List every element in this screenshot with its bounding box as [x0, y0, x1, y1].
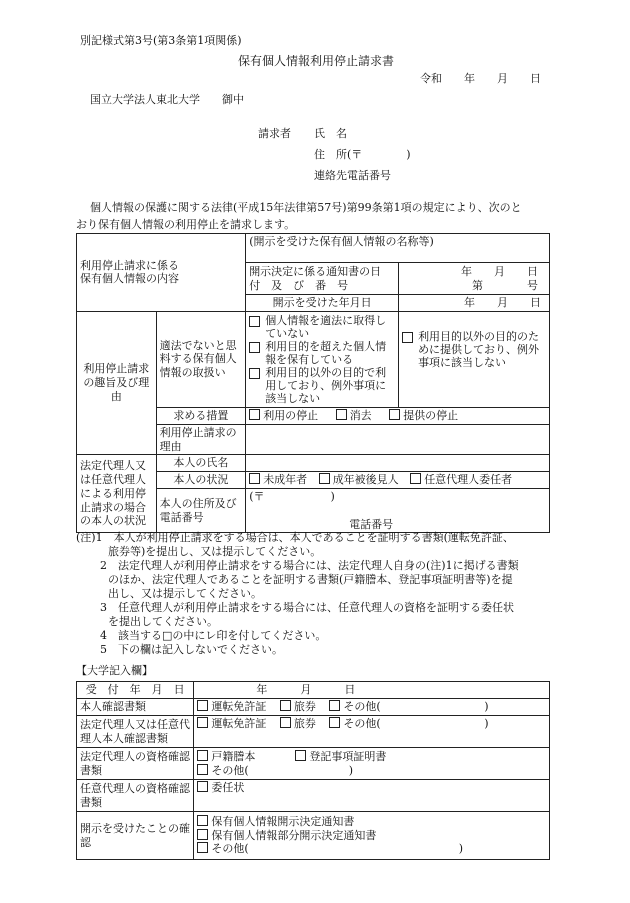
principal-name-label: 本人の氏名 [156, 455, 246, 472]
checkbox[interactable] [197, 781, 208, 792]
measure-label: 求める措置 [156, 407, 246, 424]
opt-passport: 旅券 [293, 717, 316, 730]
checkbox[interactable] [319, 473, 330, 484]
opt-other: その他( [343, 717, 381, 730]
measure-option-2: 消去 [349, 408, 372, 422]
status-option-1: 未成年者 [263, 473, 308, 486]
improper-options-left [246, 311, 399, 407]
addressee: 国立大学法人東北大学 御中 [90, 93, 244, 106]
requester-phone-label: 連絡先電話番号 [314, 169, 391, 182]
close-paren: ) [348, 763, 353, 777]
improper-option-2: 利用目的を超えた個人情報を保有している [265, 339, 387, 366]
university-table [76, 681, 550, 860]
opt-other: その他( [211, 763, 249, 777]
vol-options [194, 780, 550, 812]
measure-option-1: 利用の停止 [263, 408, 319, 422]
status-option-2: 成年被後見人 [332, 473, 399, 486]
checkbox[interactable] [280, 700, 291, 711]
checkbox[interactable] [197, 842, 208, 853]
note-2a: 2 法定代理人が利用停止請求をする場合には、法定代理人自身の(注)1に掲げる書類 [100, 559, 519, 572]
checkbox[interactable] [389, 409, 400, 420]
id-options [194, 699, 550, 716]
opt-proxy: 委任状 [211, 781, 245, 794]
notice-label-2: 付 及 び 番 号 [249, 278, 349, 292]
close-paren: ) [458, 842, 463, 856]
checkbox[interactable] [249, 409, 260, 420]
notice-value-field[interactable] [399, 263, 550, 295]
opt-license: 運転免許証 [211, 717, 267, 730]
improper-option-3: 利用目的以外の目的で利用しており、例外事項に該当しない [265, 365, 387, 405]
proxy-id-label: 法定代理人又は任意代理人本人確認書類 [77, 716, 194, 748]
requester-label: 請求者 [258, 127, 291, 140]
checkbox[interactable] [336, 409, 347, 420]
checkbox[interactable] [197, 750, 208, 761]
notes [76, 531, 556, 657]
checkbox[interactable] [249, 316, 260, 327]
opt-passport: 旅券 [293, 700, 316, 714]
disclosed-name-field[interactable]: (開示を受けた保有個人情報の名称等) [246, 234, 550, 263]
requester-name-label: 氏 名 [314, 127, 347, 140]
checkbox[interactable] [410, 473, 421, 484]
principal-addr-label: 本人の住所及び電話番号 [156, 488, 246, 533]
checkbox[interactable] [329, 700, 340, 711]
postal-code: (〒 ) [249, 489, 335, 503]
received-date-field[interactable]: 年 月 日 [399, 295, 550, 312]
request-table [76, 233, 550, 533]
note-1a: (注)1 本人が利用停止請求をする場合は、本人であることを証明する書類(運転免許証、 [76, 531, 514, 544]
status-options [246, 472, 550, 489]
checkbox[interactable] [249, 342, 260, 353]
checkbox[interactable] [197, 815, 208, 826]
improper-option-4: 利用目的以外の目的のために提供しており、例外事項に該当しない [418, 329, 540, 369]
opt-other: その他( [211, 842, 249, 856]
principal-status-label: 本人の状況 [156, 472, 246, 489]
note-1b: 旅券等)を提出し、又は提示してください。 [108, 545, 322, 558]
content-label-2: 保有個人情報の内容 [80, 272, 179, 286]
status-option-3: 任意代理人委任者 [424, 473, 513, 486]
recv-date-field[interactable]: 年 月 日 [194, 682, 550, 699]
improper-label: 適法でないと思料する保有個人情報の取扱い [156, 311, 246, 407]
measure-options [246, 407, 550, 424]
requester-address-label: 住 所(〒 ) [314, 148, 411, 161]
checkbox[interactable] [280, 717, 291, 728]
checkbox[interactable] [249, 473, 260, 484]
id-label: 本人確認書類 [77, 699, 194, 716]
checkbox[interactable] [402, 332, 413, 343]
notice-label-cell [246, 263, 399, 295]
legal-options [194, 748, 550, 780]
note-3a: 3 任意代理人が利用停止請求をする場合には、任意代理人の資格を証明する委任状 [100, 601, 514, 614]
checkbox[interactable] [197, 829, 208, 840]
checkbox[interactable] [197, 700, 208, 711]
why-field[interactable] [246, 424, 550, 455]
opt-koseki: 戸籍謄本 [211, 749, 256, 763]
note-4: 4 該当する□の中にレ印を付してください。 [100, 629, 327, 642]
content-label-1: 利用停止請求に係る [80, 258, 179, 272]
disc-options [194, 812, 550, 860]
date-line: 令和 年 月 日 [420, 72, 541, 85]
note-2b: のほか、法定代理人であることを証明する書類(戸籍謄本、登記事項証明書等)を提 [108, 573, 513, 586]
received-label: 開示を受けた年月日 [246, 295, 399, 312]
note-5: 5 下の欄は記入しないでください。 [100, 643, 283, 656]
disc-label: 開示を受けたことの確認 [77, 812, 194, 860]
univ-heading: 【大学記入欄】 [76, 664, 153, 677]
proxy-label: 法定代理人又は任意代理人による利用停止請求の場合の本人の状況 [77, 455, 157, 533]
checkbox[interactable] [329, 717, 340, 728]
intro-line-2: おり保有個人情報の利用停止を請求します。 [76, 218, 296, 231]
form-number: 別記様式第3号(第3条第1項関係) [80, 34, 242, 47]
opt-disc2: 保有個人情報部分開示決定通知書 [211, 828, 377, 842]
principal-phone: 電話番号 [349, 517, 394, 531]
checkbox[interactable] [197, 764, 208, 775]
opt-other: その他( [343, 700, 381, 714]
form-title: 保有個人情報利用停止請求書 [238, 54, 395, 68]
content-label-cell [77, 234, 246, 312]
principal-addr-field[interactable] [246, 488, 550, 533]
why-label: 利用停止請求の理由 [156, 424, 246, 455]
opt-license: 運転免許証 [211, 700, 267, 714]
note-2c: 出し、又は提示してください。 [108, 587, 262, 600]
checkbox[interactable] [295, 750, 306, 761]
improper-option-1: 個人情報を適法に取得していない [265, 313, 387, 340]
recv-label: 受 付 年 月 日 [77, 682, 194, 699]
opt-touki: 登記事項証明書 [309, 749, 387, 763]
note-3b: を提出してください。 [108, 615, 218, 628]
reason-label: 利用停止請求の趣旨及び理由 [77, 311, 157, 455]
measure-option-3: 提供の停止 [403, 408, 459, 422]
notice-number: 第 号 [472, 278, 538, 292]
vol-label: 任意代理人の資格確認書類 [77, 780, 194, 812]
improper-options-right [399, 311, 550, 407]
proxy-id-options [194, 716, 550, 748]
notice-label-1: 開示決定に係る通知書の日 [249, 264, 382, 278]
close-paren: ) [484, 717, 489, 730]
notice-date: 年 月 日 [461, 264, 538, 278]
legal-label: 法定代理人の資格確認書類 [77, 748, 194, 780]
checkbox[interactable] [249, 368, 260, 379]
intro-line-1: 個人情報の保護に関する法律(平成15年法律第57号)第99条第1項の規定により、次のと [90, 201, 522, 214]
principal-name-field[interactable] [246, 455, 550, 472]
opt-disc1: 保有個人情報開示決定通知書 [211, 814, 355, 828]
checkbox[interactable] [197, 717, 208, 728]
close-paren: ) [484, 700, 489, 714]
